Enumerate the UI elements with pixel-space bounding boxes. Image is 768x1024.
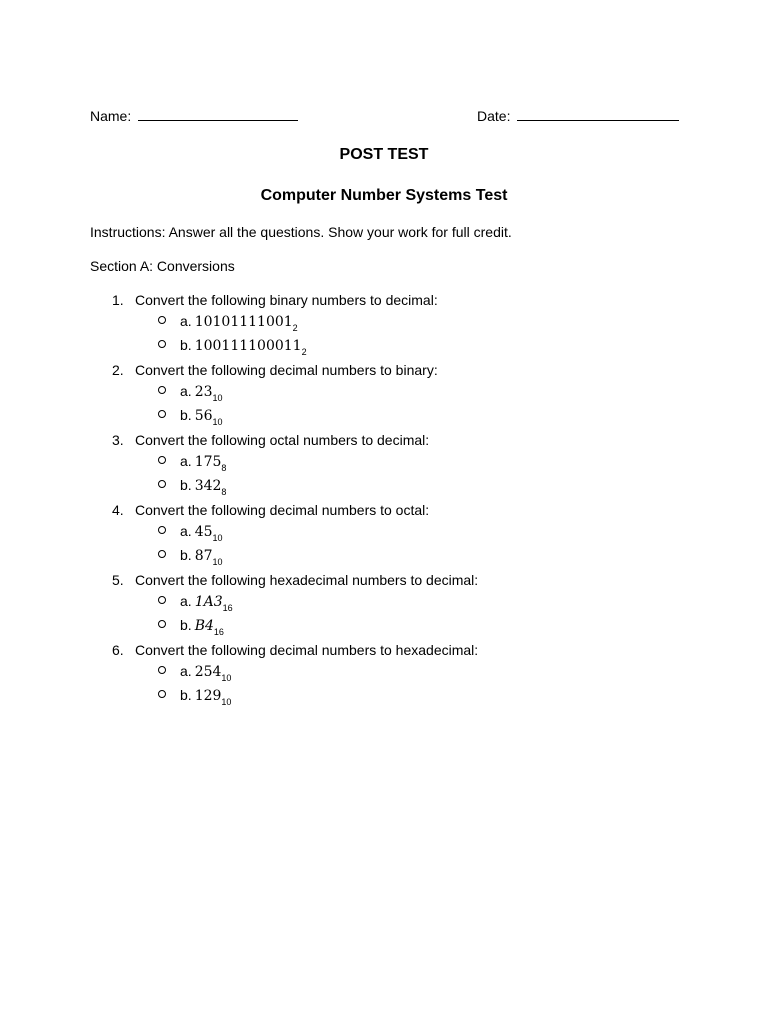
item-label: b.: [180, 337, 192, 353]
date-label: Date:: [477, 108, 511, 124]
hollow-bullet-icon: [158, 386, 166, 394]
name-blank-line: [138, 107, 298, 121]
date-blank-line: [517, 107, 679, 121]
item-base: 8: [221, 487, 227, 497]
sub-item: [158, 662, 231, 682]
item-value: 87: [194, 548, 213, 564]
date-field: [477, 107, 679, 125]
hollow-bullet-icon: [158, 596, 166, 604]
hollow-bullet-icon: [158, 550, 166, 558]
question-4: [90, 501, 690, 571]
sub-item: [158, 476, 226, 496]
item-label: b.: [180, 687, 192, 703]
name-field: [90, 107, 298, 125]
item-base: 10: [221, 697, 232, 707]
item-label: a.: [180, 313, 192, 329]
sub-item: [158, 382, 223, 402]
hollow-bullet-icon: [158, 316, 166, 324]
item-base: 10: [221, 673, 232, 683]
sub-item: [158, 546, 223, 566]
sub-item: [158, 452, 226, 472]
item-label: a.: [180, 383, 192, 399]
item-value: 175: [194, 454, 222, 470]
sub-item: [158, 406, 223, 426]
item-value: 129: [194, 688, 222, 704]
item-base: 16: [222, 603, 233, 613]
question-text: Convert the following decimal numbers to hexadecimal:: [135, 642, 479, 658]
item-value: 45: [194, 524, 213, 540]
hollow-bullet-icon: [158, 526, 166, 534]
question-5: [90, 571, 690, 641]
question-number: 2.: [112, 362, 124, 378]
instructions-text: Instructions: Answer all the questions. Show your work for full credit.: [90, 224, 512, 240]
item-value: 23: [194, 384, 213, 400]
item-label: b.: [180, 407, 192, 423]
question-text: Convert the following decimal numbers to octal:: [135, 502, 430, 518]
question-text: Convert the following decimal numbers to binary:: [135, 362, 438, 378]
item-label: a.: [180, 523, 192, 539]
sub-item: [158, 522, 223, 542]
question-text: Convert the following binary numbers to decimal:: [135, 292, 438, 308]
hollow-bullet-icon: [158, 666, 166, 674]
item-label: a.: [180, 663, 192, 679]
question-2: [90, 361, 690, 431]
sub-item: [158, 686, 231, 706]
item-label: b.: [180, 547, 192, 563]
question-3: [90, 431, 690, 501]
page-subtitle: Computer Number Systems Test: [260, 187, 508, 204]
question-6: [90, 641, 690, 711]
question-text: Convert the following hexadecimal numbers to decimal:: [135, 572, 479, 588]
item-label: a.: [180, 593, 192, 609]
question-number: 1.: [112, 292, 124, 308]
item-value: 10101111001: [194, 314, 293, 330]
sub-item: [158, 336, 307, 356]
item-value: 56: [194, 408, 213, 424]
item-value: B4: [194, 618, 214, 634]
question-number: 3.: [112, 432, 124, 448]
item-value: 1A3: [194, 594, 223, 610]
question-number: 4.: [112, 502, 124, 518]
item-label: b.: [180, 617, 192, 633]
item-label: b.: [180, 477, 192, 493]
item-base: 10: [212, 393, 223, 403]
item-base: 10: [212, 557, 223, 567]
page-title: POST TEST: [339, 146, 429, 163]
question-text: Convert the following octal numbers to decimal:: [135, 432, 430, 448]
item-base: 8: [221, 463, 227, 473]
section-heading: Section A: Conversions: [90, 258, 235, 274]
item-base: 10: [212, 417, 223, 427]
item-base: 2: [301, 347, 307, 357]
item-base: 10: [212, 533, 223, 543]
item-value: 100111100011: [194, 338, 302, 354]
hollow-bullet-icon: [158, 620, 166, 628]
sub-item: [158, 616, 224, 636]
sub-item: [158, 312, 298, 332]
item-base: 2: [292, 323, 298, 333]
hollow-bullet-icon: [158, 480, 166, 488]
item-base: 16: [213, 627, 224, 637]
item-value: 342: [194, 478, 222, 494]
item-value: 254: [194, 664, 222, 680]
question-number: 5.: [112, 572, 124, 588]
question-list: [90, 291, 690, 711]
name-label: Name:: [90, 108, 132, 124]
hollow-bullet-icon: [158, 410, 166, 418]
hollow-bullet-icon: [158, 690, 166, 698]
question-number: 6.: [112, 642, 124, 658]
sub-item: [158, 592, 233, 612]
item-label: a.: [180, 453, 192, 469]
hollow-bullet-icon: [158, 340, 166, 348]
question-1: [90, 291, 690, 361]
header-row: [90, 107, 676, 127]
hollow-bullet-icon: [158, 456, 166, 464]
